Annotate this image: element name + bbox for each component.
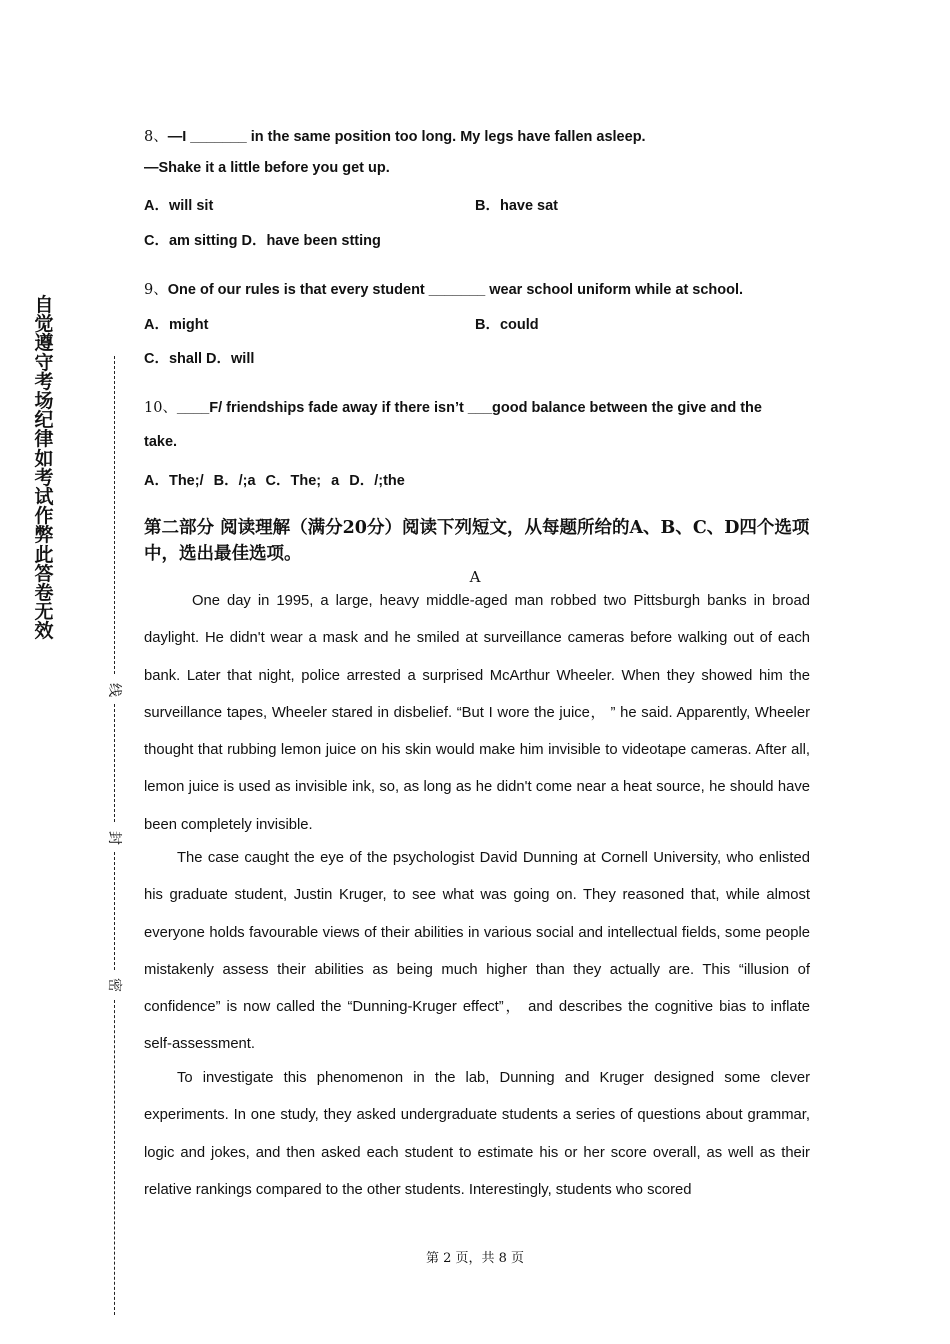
question-8-reply: —Shake it a little before you get up.	[144, 160, 390, 176]
passage-label: A	[469, 568, 481, 586]
passage-paragraph-2: The case caught the eye of the psychologist David Dunning at Cornell University, who enlisted his graduate student, Justin Kruger, to see what was going on. They reasoned that, while almost everyone holds favourable views of their abilities in various social and intellectual fields, some people mistakenly assess their abilities as being much higher than they actually are. This “illusion of confidence” is now called the “Dunning-Kruger effect”， and describes the cognitive bias to inflate self-assessment.	[144, 850, 810, 1053]
passage-paragraph-1: One day in 1995, a large, heavy middle-aged man robbed two Pittsburgh banks in broad daylight. He didn't wear a mask and he smiled at surveillance cameras before walking out of each bank. Later that night, police arrested a surprised McArthur Wheeler. When they showed him the surveillance tapes, Wheeler stared in disbelief. “But I wore the juice， ” he said. Apparently, Wheeler thought that rubbing lemon juice on his skin would make him invisible to videotape cameras. After all, lemon juice is used as invisible ink, so, as long as he didn't come near a heat source, he should have been completely invisible.	[144, 593, 810, 833]
passage-paragraph-3: To investigate this phenomenon in the lab, Dunning and Kruger designed some clever experiments. In one study, they asked undergraduate students a series of questions about grammar, logic and jokes, and then asked each student to estimate his or her score overall, as well as their relative rankings compared to the other students. Interestingly, students who scored	[144, 1070, 810, 1198]
question-9-option-a: A．might	[144, 317, 209, 333]
question-8-option-cd: C．am sitting D．have been stting	[144, 233, 381, 249]
question-10-stem-cont: take.	[144, 434, 178, 450]
binding-line-segment	[114, 704, 115, 822]
section-title: 第二部分 阅读理解（满分20分）阅读下列短文，从每题所给的A、B、C、D四个选项中，选出最佳选项。	[144, 518, 810, 564]
question-10-options: A．The;/ B．/;a C．The; a D．/;the	[144, 473, 405, 489]
exam-notice-vertical: 自觉遵守考场纪律如考试作弊此答卷无效	[34, 294, 54, 643]
question-8-option-b: B．have sat	[475, 198, 559, 214]
binding-char-mi: 密	[105, 976, 125, 994]
question-8-stem: 8、—I _______ in the same position too long. My legs have fallen asleep.	[144, 129, 646, 145]
page-footer: 第 2 页，共 8 页	[425, 1251, 525, 1266]
question-9-stem: 9、One of our rules is that every student _______ wear school uniform while at school.	[144, 282, 744, 298]
binding-line-segment	[114, 356, 115, 674]
binding-line-segment	[114, 1000, 115, 1315]
question-9-option-cd: C．shall D．will	[144, 351, 255, 367]
binding-line-segment	[114, 852, 115, 970]
question-9-option-b: B．could	[475, 317, 539, 333]
question-8-option-a: A．will sit	[144, 198, 214, 214]
binding-char-feng: 封	[105, 829, 125, 847]
binding-char-xian: 线	[105, 681, 125, 699]
question-10-stem: 10、____F/ friendships fade away if there isn’t ___good balance between the give and the	[144, 400, 762, 416]
